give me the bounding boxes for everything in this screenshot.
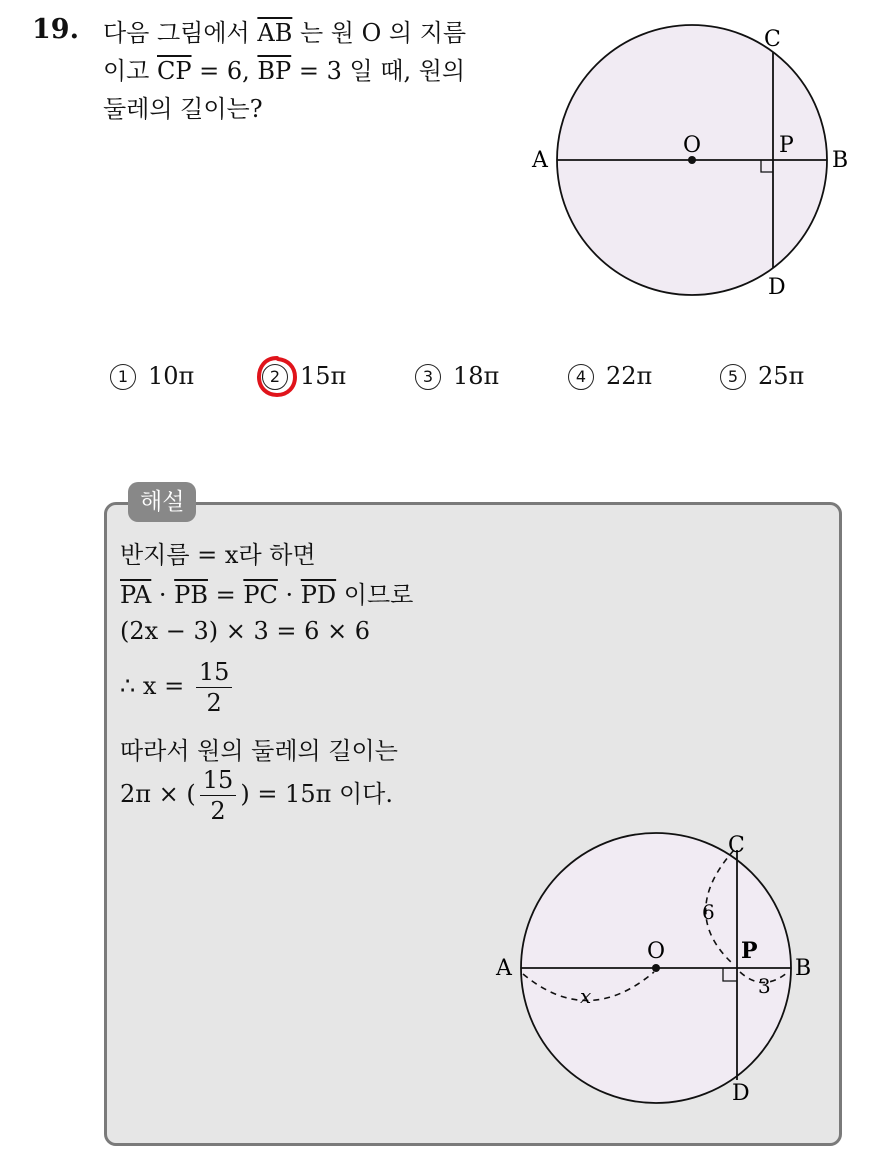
segment-pb: $\overline{PB}$ [174, 581, 208, 609]
choice-4[interactable] [568, 362, 652, 390]
fraction-denominator: 2 [206, 689, 222, 717]
solution-figure [488, 828, 828, 1118]
question-line2-pre: 이고 [103, 57, 157, 85]
segment-cp: $\overline{CP}$ [157, 57, 192, 85]
label-o-solution: O [647, 939, 666, 964]
label-b: B [832, 148, 849, 173]
choice-4-value: 22π [606, 362, 653, 390]
segment-pd: $\overline{PD}$ [300, 581, 337, 609]
label-b-solution: B [795, 956, 812, 981]
solution-line2: $\overline{PA} \cdot \overline{PB} = \overline{PC} \cdot \overline{PD}$ 이므로 [120, 581, 414, 609]
question-line1-pre: 다음 그림에서 [103, 19, 258, 47]
solution-line6-post: ) = 15π 이다. [240, 780, 393, 808]
question-text [103, 14, 513, 128]
label-p-solution: P [741, 938, 758, 964]
choice-1-value: 10π [148, 362, 195, 390]
choice-3-value: 18π [453, 362, 500, 390]
label-p: P [779, 133, 794, 158]
choice-5-value: 25π [758, 362, 805, 390]
question-number: 19. [32, 14, 79, 45]
solution-line4-pre: ∴ x = [120, 672, 192, 700]
choice-5[interactable] [720, 362, 804, 390]
solution-line6-pre: 2π × ( [120, 780, 196, 808]
label-d: D [768, 275, 786, 300]
fraction2-denominator: 2 [210, 797, 226, 825]
question-line2-post: = 3 일 때, 원의 [291, 57, 466, 85]
solution-tab: 해설 [128, 482, 196, 522]
label-d-solution: D [732, 1081, 750, 1106]
label-3: 3 [758, 974, 771, 998]
center-point-solution [652, 964, 660, 972]
solution-line5: 따라서 원의 둘레의 길이는 [120, 737, 398, 765]
choice-3[interactable] [415, 362, 499, 390]
label-o: O [683, 133, 702, 158]
solution-line1: 반지름 = x라 하면 [120, 541, 316, 569]
choice-2-mark: 2 [262, 364, 288, 390]
segment-bp: $\overline{BP}$ [257, 57, 292, 85]
label-c-solution: C [728, 833, 745, 858]
solution-line3: (2x − 3) × 3 = 6 × 6 [120, 617, 371, 645]
question-figure [520, 20, 860, 310]
choice-5-mark: 5 [720, 364, 746, 390]
fraction2-numerator: 15 [200, 765, 237, 796]
segment-pc: $\overline{PC}$ [243, 581, 278, 609]
solution-line2-tail: 이므로 [336, 581, 414, 609]
label-a: A [532, 148, 548, 173]
fraction-15-2-second [200, 765, 237, 826]
cp-value: = 6, [191, 57, 258, 85]
choice-3-mark: 3 [415, 364, 441, 390]
choice-1-mark: 1 [110, 364, 136, 390]
label-6: 6 [702, 900, 715, 924]
selected-answer-circle-icon [253, 353, 301, 401]
choice-4-mark: 4 [568, 364, 594, 390]
segment-ab: $\overline{AB}$ [257, 19, 293, 47]
solution-line6 [120, 765, 393, 826]
label-c: C [764, 27, 781, 52]
question-line3: 둘레의 길이는? [103, 95, 263, 123]
solution-line4 [120, 657, 236, 718]
fraction-15-2 [196, 657, 233, 718]
label-a-solution: A [496, 956, 512, 981]
label-x: x [580, 984, 592, 1008]
fraction-numerator: 15 [196, 657, 233, 688]
choice-1[interactable] [110, 362, 194, 390]
question-line1-post: 는 원 O 의 지름 [292, 19, 467, 47]
segment-pa: $\overline{PA}$ [120, 581, 152, 609]
choice-2-value: 15π [300, 362, 347, 390]
